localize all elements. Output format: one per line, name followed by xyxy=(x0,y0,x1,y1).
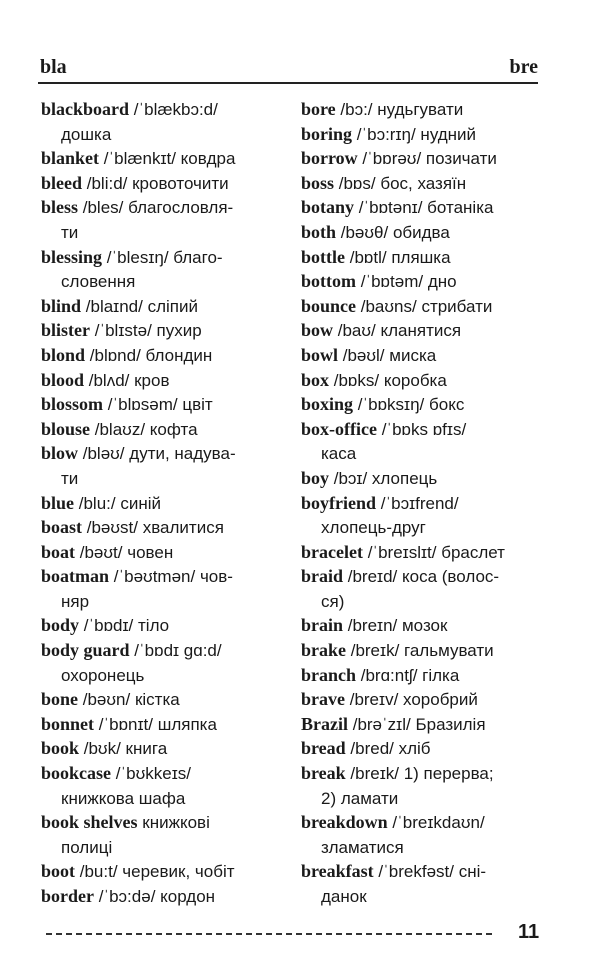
page-header xyxy=(40,56,538,82)
dictionary-entry xyxy=(301,97,551,122)
headword: bottle xyxy=(301,246,345,267)
transcription: /bu:t/ xyxy=(75,862,118,882)
entry-continuation xyxy=(41,835,293,860)
dictionary-entry xyxy=(301,613,551,638)
headword: blow xyxy=(41,443,79,464)
translation: книжкова шафа xyxy=(61,788,186,808)
transcription: /ˈbɒdɪ/ xyxy=(79,616,134,636)
translation: благо- xyxy=(168,247,223,267)
translation: зламатися xyxy=(321,837,404,857)
transcription: /ˈbɒksɪŋ/ xyxy=(353,395,425,415)
transcription: /bɔ:/ xyxy=(335,100,373,119)
translation: цвіт xyxy=(177,395,213,415)
dictionary-entry xyxy=(41,712,293,737)
translation: гілка xyxy=(417,665,460,685)
headword: bow xyxy=(301,320,334,341)
transcription: /breɪn/ xyxy=(343,616,398,636)
headword: blond xyxy=(41,344,86,365)
translation: синій xyxy=(115,493,161,513)
headword: boy xyxy=(301,467,330,488)
headword: brave xyxy=(301,689,345,710)
headword: boatman xyxy=(41,566,110,587)
headword: brake xyxy=(301,640,346,661)
translation: бос, хазяїн xyxy=(375,173,467,193)
headword: borrow xyxy=(301,148,358,169)
dictionary-entry xyxy=(301,491,551,516)
entry-continuation xyxy=(301,835,551,860)
translation: полиці xyxy=(61,837,113,857)
dictionary-entry xyxy=(41,245,293,270)
dictionary-entry xyxy=(41,761,293,786)
transcription: /ˈbɔ:rɪŋ/ xyxy=(352,124,416,144)
translation: сні- xyxy=(453,862,487,882)
headword: boot xyxy=(41,861,76,882)
headword: both xyxy=(301,221,337,242)
transcription: /breɪd/ xyxy=(343,567,398,587)
transcription: /ˈbɒtəm/ xyxy=(356,272,424,292)
dictionary-entry xyxy=(41,368,293,393)
translation: хлопець xyxy=(367,468,438,488)
headword: boast xyxy=(41,517,83,538)
dictionary-entry xyxy=(301,859,551,884)
transcription: /breɪk/ xyxy=(345,764,399,784)
dictionary-entry xyxy=(301,269,551,294)
transcription: /bles/ xyxy=(78,198,124,218)
headword: blanket xyxy=(41,148,100,169)
translation: нудний xyxy=(415,124,477,144)
translation: хвалитися xyxy=(137,518,224,538)
dictionary-entry xyxy=(41,392,293,417)
headword: boat xyxy=(41,541,76,562)
translation: черевик, чобіт xyxy=(117,862,235,882)
dictionary-entry xyxy=(41,318,293,343)
dictionary-entry xyxy=(41,441,293,466)
translation: кордон xyxy=(155,887,216,906)
headword: breakdown xyxy=(301,812,388,833)
entry-continuation xyxy=(301,589,551,614)
transcription: /blaɪnd/ xyxy=(81,296,143,316)
transcription: /baʊ/ xyxy=(333,321,376,341)
dictionary-entry xyxy=(41,97,293,122)
headword: brain xyxy=(301,615,344,636)
dictionary-entry xyxy=(301,417,551,442)
transcription: /ˈbɔ:də/ xyxy=(94,887,156,906)
dictionary-entry xyxy=(41,491,293,516)
translation: нудьгувати xyxy=(372,100,464,119)
entry-continuation xyxy=(41,269,293,294)
translation: гальмувати xyxy=(399,641,494,661)
transcription: /bɔɪ/ xyxy=(329,468,368,488)
headword: blind xyxy=(41,295,82,316)
translation: пухир xyxy=(151,321,202,341)
headword: braid xyxy=(301,566,344,587)
entry-continuation xyxy=(41,466,293,491)
transcription: /ˈblænkɪt/ xyxy=(99,149,176,169)
translation: стрибати xyxy=(416,296,493,316)
transcription: /brəˈzɪl/ xyxy=(348,714,411,734)
translation: благословля- xyxy=(123,198,234,218)
translation: сліпий xyxy=(142,296,198,316)
headword: book shelves xyxy=(41,812,138,833)
right-column xyxy=(301,97,551,909)
transcription: /ˈbɒrəʊ/ xyxy=(357,149,422,169)
dictionary-entry xyxy=(41,687,293,712)
dictionary-entry xyxy=(41,613,293,638)
page-number: 11 xyxy=(518,921,540,943)
headword: blister xyxy=(41,320,90,341)
entry-continuation xyxy=(301,441,551,466)
translation: коробка xyxy=(379,370,447,390)
translation: дно xyxy=(423,272,457,292)
dictionary-entry xyxy=(41,564,293,589)
translation: 1) перерва; xyxy=(398,764,494,784)
headword: bottom xyxy=(301,271,356,292)
transcription: /ˈblesɪŋ/ xyxy=(102,247,169,267)
translation: Бразилія xyxy=(410,714,486,734)
dictionary-entry xyxy=(301,540,551,565)
headword: blossom xyxy=(41,394,104,415)
dictionary-entry xyxy=(41,810,293,835)
transcription: /bɒks/ xyxy=(329,370,380,390)
dictionary-entry xyxy=(41,171,293,196)
transcription: /bli:d/ xyxy=(82,173,128,193)
translation: бокс xyxy=(424,395,465,415)
headword: blue xyxy=(41,492,75,513)
dictionary-entry xyxy=(41,195,293,220)
headword: body guard xyxy=(41,640,130,661)
entry-continuation xyxy=(301,515,551,540)
dictionary-entry xyxy=(301,663,551,688)
dictionary-entry xyxy=(301,171,551,196)
transcription: /breɪv/ xyxy=(345,690,399,710)
translation: кланятися xyxy=(375,321,462,341)
translation: блондин xyxy=(140,345,213,365)
translation: словення xyxy=(61,272,136,292)
headword: boss xyxy=(301,172,335,193)
headword: bracelet xyxy=(301,541,363,562)
dictionary-entry xyxy=(301,687,551,712)
entry-continuation xyxy=(41,786,293,811)
translation: обидва xyxy=(388,222,450,242)
left-column xyxy=(41,97,293,909)
headword: branch xyxy=(301,664,357,685)
translation: коса (волос- xyxy=(397,567,500,587)
headword: bore xyxy=(301,99,336,119)
headword: blouse xyxy=(41,418,91,439)
transcription: /breɪk/ xyxy=(346,641,400,661)
transcription: /ˈbʊkkeɪs/ xyxy=(111,764,191,784)
dictionary-entry xyxy=(301,146,551,171)
translation: позичати xyxy=(421,149,497,169)
headword: bleed xyxy=(41,172,83,193)
dictionary-entry xyxy=(301,761,551,786)
transcription: /ˈblɒsəm/ xyxy=(103,395,178,415)
translation: браслет xyxy=(436,542,505,562)
headword: boxing xyxy=(301,394,354,415)
dictionary-entry xyxy=(301,810,551,835)
headword: bless xyxy=(41,197,79,218)
dictionary-entry xyxy=(301,245,551,270)
transcription: /ˈbɒks ɒfɪs/ xyxy=(376,419,467,439)
headword: breakfast xyxy=(301,861,374,882)
headword: blood xyxy=(41,369,85,390)
translation: ковдра xyxy=(175,149,236,169)
headword: body xyxy=(41,615,80,636)
entry-continuation xyxy=(41,220,293,245)
headword: Brazil xyxy=(301,713,348,734)
translation: дошка xyxy=(61,124,112,144)
dictionary-entry xyxy=(301,220,551,245)
dictionary-entry xyxy=(301,195,551,220)
headword: bounce xyxy=(301,295,357,316)
transcription: /bɒs/ xyxy=(334,173,376,193)
translation: кров xyxy=(129,370,170,390)
transcription: /baʊns/ xyxy=(356,296,417,316)
transcription: /blɒnd/ xyxy=(85,345,141,365)
transcription: /ˈbɔɪfrend/ xyxy=(376,493,459,513)
dictionary-entry xyxy=(301,343,551,368)
transcription: /bɒtl/ xyxy=(345,247,387,267)
headword: blessing xyxy=(41,246,103,267)
dictionary-entry xyxy=(301,294,551,319)
dictionary-entry xyxy=(301,466,551,491)
transcription: /ˈbrekfəst/ xyxy=(373,862,454,882)
transcription: /bəʊn/ xyxy=(78,690,131,710)
translation: шляпка xyxy=(152,714,217,734)
transcription: /bəʊst/ xyxy=(82,518,138,538)
translation: ботаніка xyxy=(422,198,494,218)
dictionary-entry xyxy=(41,884,293,909)
headword: boyfriend xyxy=(301,492,377,513)
transcription: /bred/ xyxy=(345,739,394,759)
dictionary-entry xyxy=(41,540,293,565)
transcription: /bəʊl/ xyxy=(338,345,385,365)
headword: box-office xyxy=(301,418,377,439)
dictionary-entry xyxy=(301,564,551,589)
translation: чов- xyxy=(195,567,233,587)
translation: кістка xyxy=(130,690,180,710)
translation: хлопець-друг xyxy=(321,518,426,538)
transcription: /ˈbəʊtmən/ xyxy=(109,567,196,587)
translation: данок xyxy=(321,887,367,906)
dictionary-entry xyxy=(41,736,293,761)
dictionary-entry xyxy=(301,122,551,147)
dictionary-entry xyxy=(301,638,551,663)
transcription: /ˈbɒtənɪ/ xyxy=(354,198,423,218)
dictionary-entry xyxy=(41,294,293,319)
translation: книжкові xyxy=(137,813,210,833)
translation: мозок xyxy=(397,616,448,636)
translation: охоронець xyxy=(61,665,145,685)
translation: ти xyxy=(61,468,79,488)
translation: ся) xyxy=(321,591,345,611)
headword: botany xyxy=(301,197,355,218)
translation: кофта xyxy=(145,419,198,439)
translation: кровоточити xyxy=(127,173,229,193)
dictionary-entry xyxy=(41,859,293,884)
dictionary-entry xyxy=(301,712,551,737)
transcription: /bəʊt/ xyxy=(75,542,123,562)
headword: bowl xyxy=(301,344,339,365)
headword: bookcase xyxy=(41,763,112,784)
entry-continuation xyxy=(41,589,293,614)
transcription: /brɑ:ntʃ/ xyxy=(356,665,418,685)
translation: каса xyxy=(321,444,357,464)
transcription: /blaʊz/ xyxy=(90,419,146,439)
translation: няр xyxy=(61,591,90,611)
transcription: /ˈblɪstə/ xyxy=(90,321,152,341)
dictionary-entry xyxy=(301,318,551,343)
dictionary-entry xyxy=(301,392,551,417)
dictionary-entry xyxy=(41,146,293,171)
dictionary-entry xyxy=(41,417,293,442)
headword: break xyxy=(301,763,346,784)
dictionary-entry xyxy=(301,736,551,761)
entry-continuation xyxy=(41,663,293,688)
left-guide-word: bla xyxy=(40,56,67,78)
translation: човен xyxy=(122,542,174,562)
transcription: /blu:/ xyxy=(74,493,116,513)
translation: хоробрий xyxy=(398,690,478,710)
translation: книга xyxy=(120,739,168,759)
footer-rule xyxy=(46,933,492,935)
right-guide-word: bre xyxy=(509,56,538,78)
translation: тіло xyxy=(133,616,170,636)
headword: blackboard xyxy=(41,99,130,119)
dictionary-entry xyxy=(41,638,293,663)
transcription: /bəʊθ/ xyxy=(336,222,389,242)
transcription: /ˈbreɪslɪt/ xyxy=(362,542,437,562)
transcription: /bʊk/ xyxy=(79,739,121,759)
translation: миска xyxy=(384,345,437,365)
headword: box xyxy=(301,369,330,390)
translation: ти xyxy=(61,222,79,242)
headword: book xyxy=(41,738,80,759)
entry-continuation xyxy=(301,786,551,811)
transcription: /ˈbɒnɪt/ xyxy=(94,714,153,734)
headword: border xyxy=(41,886,94,906)
transcription: /blʌd/ xyxy=(84,370,130,390)
headword: bonnet xyxy=(41,713,95,734)
transcription: /ˈbreɪkdaʊn/ xyxy=(387,813,485,833)
translation: 2) ламати xyxy=(321,788,399,808)
header-rule xyxy=(38,82,538,84)
translation: пляшка xyxy=(386,247,451,267)
headword: bread xyxy=(301,738,346,759)
translation: дути, надува- xyxy=(124,444,236,464)
transcription: /bləʊ/ xyxy=(78,444,125,464)
translation: хліб xyxy=(393,739,431,759)
dictionary-entry xyxy=(41,515,293,540)
dictionary-entry xyxy=(301,368,551,393)
entry-continuation xyxy=(41,122,293,147)
transcription: /ˈbɒdɪ gɑ:d/ xyxy=(129,641,222,661)
headword: boring xyxy=(301,123,353,144)
dictionary-entry xyxy=(41,343,293,368)
entry-continuation xyxy=(301,884,551,909)
headword: bone xyxy=(41,689,79,710)
transcription: /ˈblækbɔ:d/ xyxy=(129,100,218,119)
